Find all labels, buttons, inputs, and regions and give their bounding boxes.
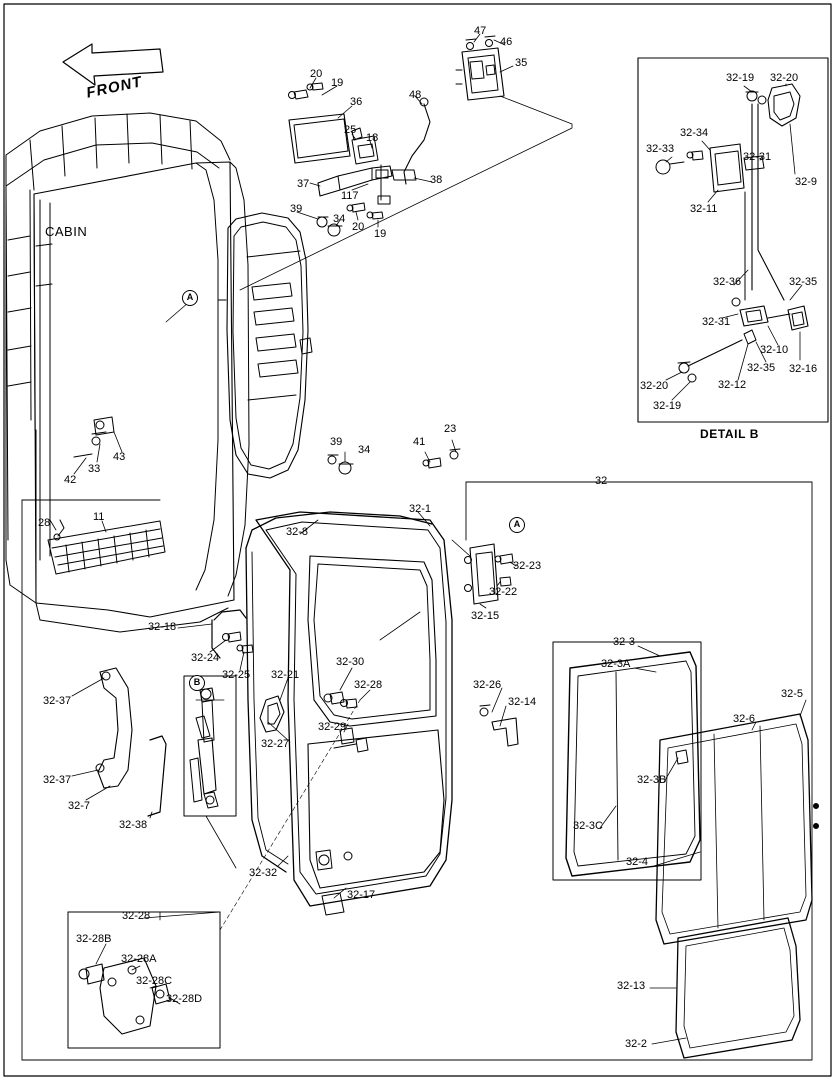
- part-label: 32-37: [43, 695, 72, 707]
- part-label: 36: [350, 96, 363, 108]
- part-label: 33: [88, 463, 101, 475]
- part-label: 32-19: [726, 72, 755, 84]
- part-label: 32-24: [191, 652, 220, 664]
- part-label: 32-9: [795, 176, 818, 188]
- part-label: 32-3: [613, 636, 636, 648]
- part-label: 39: [290, 203, 303, 215]
- part-label: 32-32: [249, 867, 278, 879]
- part-label: 32-20: [640, 380, 669, 392]
- part-label: 32-22: [489, 586, 518, 598]
- part-label: 32-8: [286, 526, 309, 538]
- part-label: 48: [409, 89, 422, 101]
- part-label: 32-28B: [76, 933, 112, 945]
- part-label: 32-19: [653, 400, 682, 412]
- part-label: 32-7: [68, 800, 91, 812]
- part-label: 18: [366, 132, 379, 144]
- part-label: 32-4: [626, 856, 649, 868]
- part-label: 34: [333, 213, 346, 225]
- part-label: 46: [500, 36, 513, 48]
- part-label: 32-3A: [601, 658, 631, 670]
- part-label: 32-28D: [166, 993, 203, 1005]
- part-label: 32-33: [646, 143, 675, 155]
- part-label: 32-35: [789, 276, 818, 288]
- callout-b-door: B: [189, 675, 205, 691]
- part-label: 35: [515, 57, 528, 69]
- part-label: 37: [297, 178, 310, 190]
- part-label: 32-17: [347, 889, 376, 901]
- part-label: 32-16: [789, 363, 818, 375]
- part-label: 25: [344, 124, 357, 136]
- part-label: 32-25: [222, 669, 251, 681]
- part-label: 32-31: [702, 316, 731, 328]
- part-label: 32-26: [473, 679, 502, 691]
- part-label: 47: [474, 25, 487, 37]
- part-label: 32-38: [119, 819, 148, 831]
- part-label: 32-13: [617, 980, 646, 992]
- part-label: 32-10: [760, 344, 789, 356]
- part-label: 28: [38, 517, 51, 529]
- group-32-label: 32: [595, 475, 608, 487]
- part-label: 34: [358, 444, 371, 456]
- part-label: 32-18: [148, 621, 177, 633]
- part-label: 32-3B: [637, 774, 667, 786]
- part-label: 32-28C: [136, 975, 173, 987]
- part-label: 32-21: [271, 669, 300, 681]
- part-label: 32-28A: [121, 953, 157, 965]
- part-label: 11: [93, 511, 105, 523]
- part-label: 32-34: [680, 127, 709, 139]
- part-label: 32-29: [318, 721, 347, 733]
- part-label: 32-37: [43, 774, 72, 786]
- part-label: 43: [113, 451, 126, 463]
- part-label: 32-28: [354, 679, 383, 691]
- part-label: 38: [430, 174, 443, 186]
- part-label: 32-36: [713, 276, 742, 288]
- part-label: 32-20: [770, 72, 799, 84]
- detail-b-title: DETAIL B: [700, 427, 760, 441]
- part-label: 41: [413, 436, 426, 448]
- part-label: 32-5: [781, 688, 804, 700]
- part-label: 32-6: [733, 713, 756, 725]
- part-label: 19: [374, 228, 387, 240]
- part-label: 20: [352, 221, 365, 233]
- part-label: 32-30: [336, 656, 365, 668]
- part-label: 32-1: [409, 503, 432, 515]
- part-label: 20: [310, 68, 323, 80]
- cabin-label: CABIN: [45, 224, 88, 239]
- part-label: 39: [330, 436, 343, 448]
- front-arrow-label: FRONT: [84, 73, 144, 102]
- part-label: 32-23: [513, 560, 542, 572]
- callout-a-cabin: A: [182, 290, 198, 306]
- callout-a-door: A: [509, 517, 525, 533]
- part-label: 32-3C: [573, 820, 603, 832]
- part-label: 42: [64, 474, 77, 486]
- part-label: 32-15: [471, 610, 500, 622]
- part-label: 23: [444, 423, 457, 435]
- part-label: 32-11: [690, 203, 718, 215]
- subgroup-32-28-label: 32-28: [122, 910, 151, 922]
- part-label: 32-31: [743, 151, 772, 163]
- part-label: 32-14: [508, 696, 537, 708]
- part-label: 32-35: [747, 362, 776, 374]
- part-label: 32-2: [625, 1038, 648, 1050]
- part-label: 117: [341, 190, 359, 202]
- part-label: 32-27: [261, 738, 290, 750]
- part-label: 32-12: [718, 379, 747, 391]
- part-label: 19: [331, 77, 344, 89]
